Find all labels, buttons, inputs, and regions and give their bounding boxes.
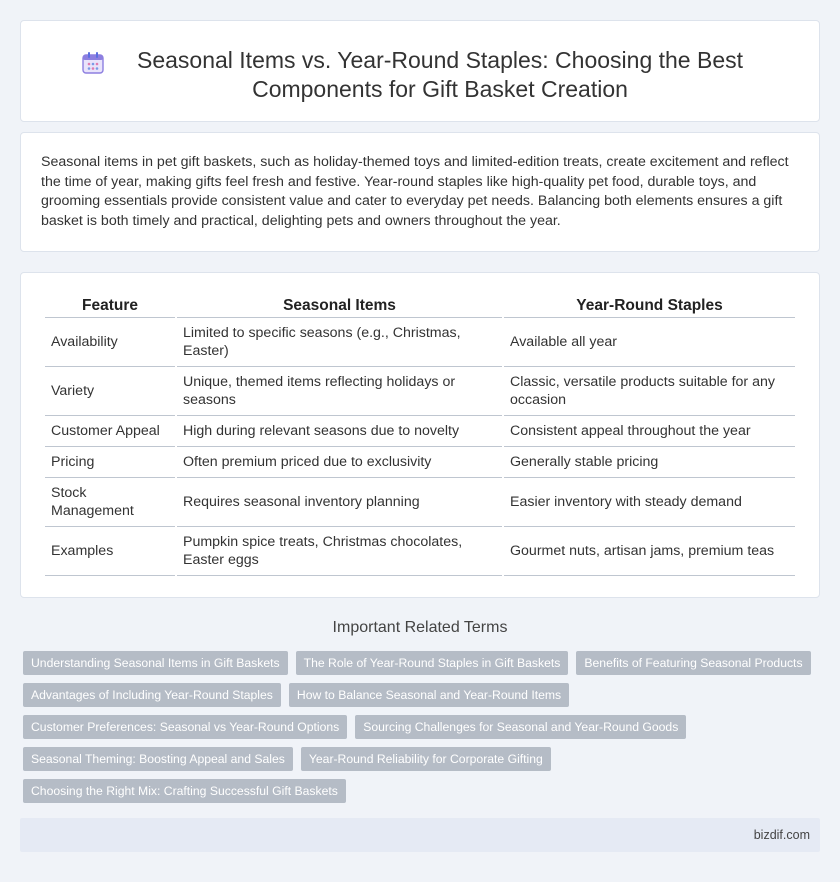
related-term-tag[interactable]: Sourcing Challenges for Seasonal and Year-Round Goods	[355, 715, 686, 739]
table-cell: Unique, themed items reflecting holidays or seasons	[177, 367, 502, 416]
related-term-tag[interactable]: How to Balance Seasonal and Year-Round Items	[289, 683, 569, 707]
table-row	[45, 447, 795, 478]
table-cell: Generally stable pricing	[504, 447, 795, 478]
table-cell: Consistent appeal throughout the year	[504, 416, 795, 447]
footer	[20, 818, 820, 852]
column-header-feature: Feature	[45, 293, 175, 318]
table-cell: Often premium priced due to exclusivity	[177, 447, 502, 478]
related-term-tag[interactable]: Benefits of Featuring Seasonal Products	[576, 651, 810, 675]
related-term-tag[interactable]: Year-Round Reliability for Corporate Gifting	[301, 747, 551, 771]
table-cell: Easier inventory with steady demand	[504, 478, 795, 527]
table-cell: Available all year	[504, 318, 795, 367]
table-cell: Examples	[45, 527, 175, 576]
related-term-tag[interactable]: Customer Preferences: Seasonal vs Year-Round Options	[23, 715, 347, 739]
column-header-year-round: Year-Round Staples	[504, 293, 795, 318]
table-cell: Variety	[45, 367, 175, 416]
related-term-tag[interactable]: Seasonal Theming: Boosting Appeal and Sales	[23, 747, 293, 771]
table-cell: Limited to specific seasons (e.g., Christmas, Easter)	[177, 318, 502, 367]
table-row	[45, 527, 795, 576]
column-header-seasonal: Seasonal Items	[177, 293, 502, 318]
related-term-tag[interactable]: The Role of Year-Round Staples in Gift Baskets	[296, 651, 569, 675]
table-cell: Pricing	[45, 447, 175, 478]
table-cell: Classic, versatile products suitable for any occasion	[504, 367, 795, 416]
table-row	[45, 478, 795, 527]
table-cell: Gourmet nuts, artisan jams, premium teas	[504, 527, 795, 576]
table-row	[45, 318, 795, 367]
related-term-tag[interactable]: Choosing the Right Mix: Crafting Successful Gift Baskets	[23, 779, 346, 803]
related-terms-title: Important Related Terms	[332, 619, 508, 636]
related-term-tag[interactable]: Advantages of Including Year-Round Staples	[23, 683, 281, 707]
intro-paragraph: Seasonal items in pet gift baskets, such as holiday-themed toys and limited-edition treats, create excitement and reflect the time of year, making gifts feel fresh and festive. Year-round staples like high-quality pet food, durable toys, and grooming essentials provide consistent value and cater to everyday pet needs. Balancing both elements ensures a gift basket is both timely and practical, delighting pets and owners throughout the year.	[41, 154, 789, 229]
table-cell: Requires seasonal inventory planning	[177, 478, 502, 527]
table-row	[45, 416, 795, 447]
header-card	[20, 20, 820, 122]
comparison-table	[43, 293, 797, 576]
intro-card	[20, 132, 820, 252]
related-term-tag[interactable]: Understanding Seasonal Items in Gift Baskets	[23, 651, 288, 675]
related-terms-list	[23, 651, 823, 811]
table-cell: Customer Appeal	[45, 416, 175, 447]
table-cell: Availability	[45, 318, 175, 367]
footer-site-link[interactable]: bizdif.com	[753, 828, 810, 842]
comparison-table-card	[20, 272, 820, 598]
calendar-icon	[80, 50, 106, 76]
table-cell: High during relevant seasons due to novelty	[177, 416, 502, 447]
table-row	[45, 367, 795, 416]
table-cell: Pumpkin spice treats, Christmas chocolates, Easter eggs	[177, 527, 502, 576]
table-cell: Stock Management	[45, 478, 175, 527]
page-title: Seasonal Items vs. Year-Round Staples: Choosing the Best Components for Gift Basket Creation	[136, 47, 744, 102]
